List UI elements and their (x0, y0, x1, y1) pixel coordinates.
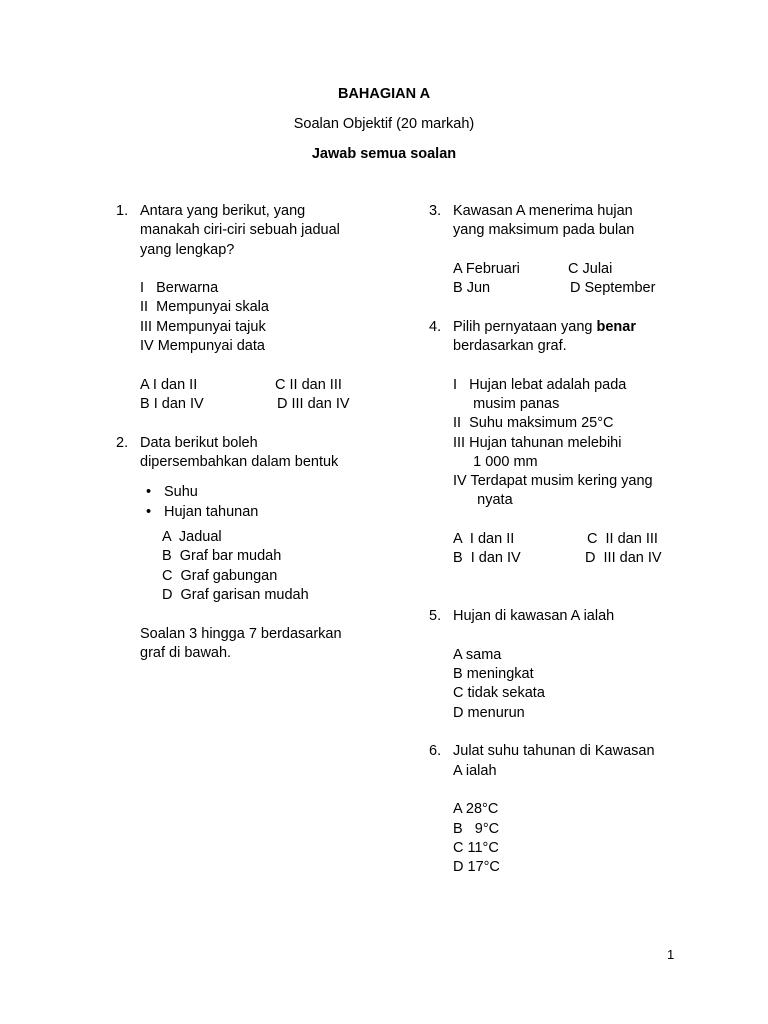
answer-option: D menurun (453, 704, 525, 721)
question-number: 1. (116, 203, 129, 219)
question-stem: A ialah (453, 762, 497, 779)
question-5 (429, 607, 689, 723)
answer-option: C II dan III (587, 531, 658, 548)
section-title: BAHAGIAN A (337, 86, 431, 102)
question-number: 5. (429, 608, 442, 625)
question-stem: manakah ciri-ciri sebuah jadual (140, 222, 340, 239)
statement-item: III Hujan tahunan melebihi (453, 434, 622, 451)
answer-option: B meningkat (453, 666, 534, 683)
note-text: graf di bawah. (140, 644, 232, 661)
question-2 (116, 434, 366, 664)
right-column (429, 202, 689, 877)
answer-option: B I dan IV (453, 550, 521, 567)
question-stem: Antara yang berikut, yang (140, 203, 306, 219)
answer-option: A I dan II (453, 531, 515, 548)
question-stem: Data berikut boleh (140, 434, 258, 451)
answer-option: C 11°C (453, 839, 499, 856)
answer-option: C Julai (568, 260, 613, 277)
statement-item: IV Mempunyai data (140, 338, 265, 355)
answer-option: C tidak sekata (453, 685, 545, 702)
section-subtitle: Soalan Objektif (20 markah) (293, 116, 475, 132)
answer-option: B I dan IV (140, 395, 204, 412)
question-stem: Pilih pernyataan yang benar (453, 318, 636, 335)
left-column (116, 202, 366, 663)
statement-item: II Mempunyai skala (140, 299, 269, 316)
question-number: 2. (116, 434, 129, 451)
question-stem: yang maksimum pada bulan (453, 222, 635, 239)
answer-option: A sama (453, 646, 502, 663)
question-1 (116, 202, 366, 414)
answer-option: A Februari (453, 260, 520, 277)
answer-option: A 28°C (453, 801, 499, 818)
page-number: 1 (667, 947, 675, 962)
statement-item: nyata (453, 492, 513, 509)
statement-item: I Berwarna (140, 280, 219, 297)
answer-option: C Graf gabungan (162, 567, 278, 584)
statement-item: 1 000 mm (453, 453, 538, 470)
emphasis-word: benar (596, 318, 636, 335)
answer-option: D 17°C (453, 859, 500, 876)
statement-item: musim panas (453, 395, 560, 412)
bullet-item: • Hujan tahunan (146, 504, 259, 521)
question-number: 3. (429, 203, 442, 219)
answer-option: B 9°C (453, 820, 500, 837)
answer-option: D III dan IV (585, 550, 662, 567)
statement-item: III Mempunyai tajuk (140, 318, 266, 335)
question-stem: dipersembahkan dalam bentuk (140, 453, 339, 470)
answer-option: D September (570, 280, 656, 297)
answer-option: B Graf bar mudah (162, 548, 282, 565)
question-stem: yang lengkap? (140, 241, 235, 258)
question-number: 6. (429, 743, 442, 760)
question-3 (429, 202, 689, 298)
bullet-list (140, 482, 366, 522)
question-stem: Julat suhu tahunan di Kawasan (453, 743, 655, 760)
instruction: Jawab semua soalan (311, 146, 457, 162)
question-stem: Hujan di kawasan A ialah (453, 608, 615, 625)
answer-option: D III dan IV (277, 395, 350, 412)
answer-option: C II dan III (275, 376, 342, 393)
question-stem: Kawasan A menerima hujan (453, 203, 633, 219)
statement-item: IV Terdapat musim kering yang (453, 473, 653, 490)
statement-item: I Hujan lebat adalah pada (453, 376, 627, 393)
note-text: Soalan 3 hingga 7 berdasarkan (140, 625, 342, 642)
question-stem: berdasarkan graf. (453, 338, 567, 355)
answer-option: D Graf garisan mudah (162, 587, 309, 604)
bullet-item: • Suhu (146, 484, 198, 501)
statement-item: II Suhu maksimum 25°C (453, 415, 614, 432)
question-number: 4. (429, 318, 442, 335)
question-6 (429, 742, 689, 877)
bullet-icon: • (146, 484, 152, 501)
answer-option: B Jun (453, 280, 491, 297)
answer-option: A I dan II (140, 376, 198, 393)
question-4 (429, 318, 689, 569)
answer-option: A Jadual (162, 529, 222, 546)
bullet-icon: • (146, 504, 152, 521)
